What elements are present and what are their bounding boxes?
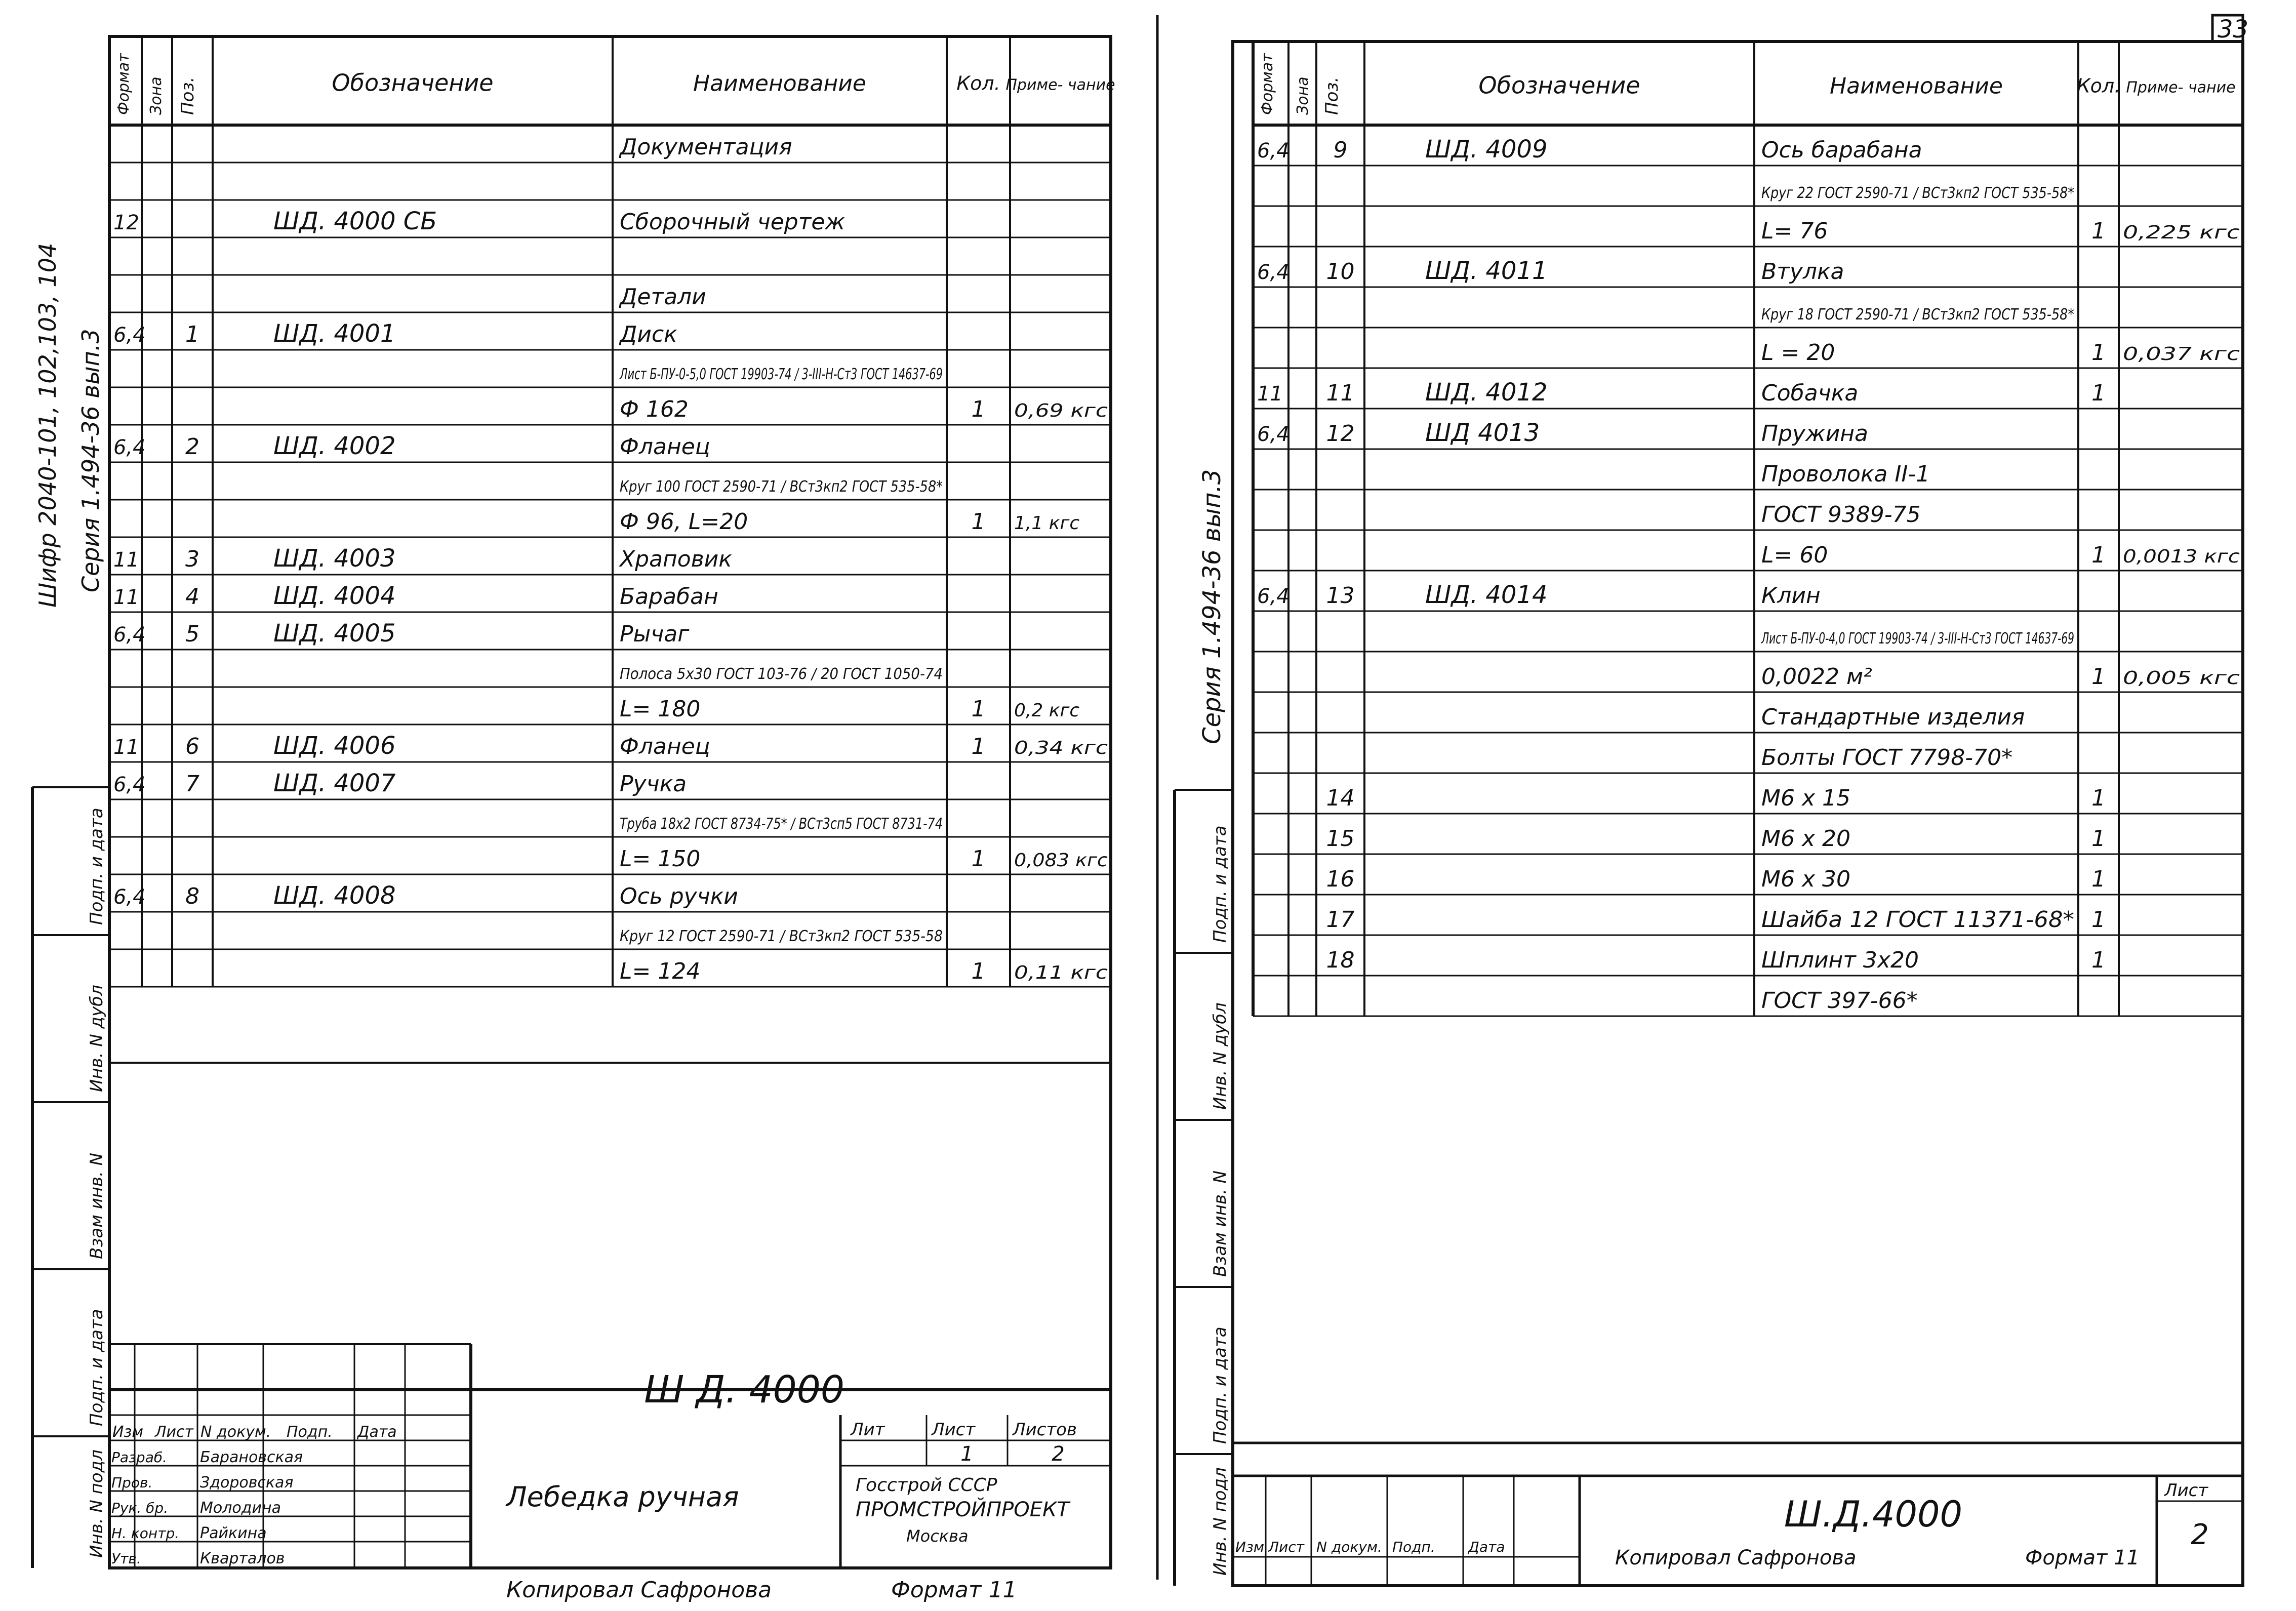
left-row-designation: ШД. 4005 (273, 619, 396, 648)
right-margin-label: Взам инв. N (1210, 1170, 1230, 1277)
right-row-name: Проволока II-1 (1761, 461, 1930, 487)
right-row-note: 0,225 кгс (2123, 222, 2240, 243)
left-row-note: 0,083 кгс (1014, 850, 1108, 871)
left-row-name: Ручка (620, 771, 687, 797)
left-stamp-col-head: Подп. (287, 1423, 333, 1441)
right-row-name: Круг 22 ГОСТ 2590-71 / ВСт3кп2 ГОСТ 535-58* (1761, 184, 2074, 202)
left-stamp-sheet: 1 (960, 1442, 974, 1466)
right-row-name: Стандартные изделия (1761, 704, 2025, 730)
right-row-note: 0,037 кгс (2123, 344, 2240, 365)
left-row-designation: ШД. 4002 (273, 432, 396, 460)
left-row-quantity: 1 (971, 509, 986, 535)
left-stamp-person: Здоровская (200, 1474, 294, 1492)
right-row-name: Шплинт 3x20 (1761, 947, 1919, 973)
left-sheet (32, 15, 1157, 1603)
right-row-designation: ШД. 4014 (1425, 581, 1548, 609)
left-row-name: Ф 96, L=20 (620, 509, 748, 535)
right-row-position: 12 (1326, 421, 1355, 447)
left-stamp-col-head: Изм (112, 1423, 144, 1441)
right-row-position: 18 (1326, 947, 1355, 973)
left-row-name: L= 180 (620, 696, 701, 722)
right-row-position: 14 (1326, 785, 1355, 811)
left-row-name: Труба 18x2 ГОСТ 8734-75* / ВСт3сп5 ГОСТ 8731-74 (620, 815, 943, 833)
right-row-name: М6 x 30 (1761, 866, 1850, 892)
left-row-designation: ШД. 4003 (273, 544, 396, 573)
right-row-name: Втулка (1761, 259, 1844, 285)
left-header-name: Наименование (693, 70, 866, 97)
left-stamp-title: Лебедка ручная (506, 1481, 739, 1513)
right-stamp-designation: Ш.Д.4000 (1784, 1494, 1963, 1535)
right-row-designation: ШД 4013 (1425, 419, 1540, 447)
right-row-position: 16 (1326, 866, 1355, 892)
left-row-format: 6,4 (113, 773, 146, 796)
left-row-name: L= 150 (620, 846, 701, 872)
left-row-name: Ось ручки (620, 883, 738, 909)
left-row-position: 7 (185, 771, 199, 797)
left-row-name: Диск (620, 321, 677, 347)
right-row-quantity: 1 (2091, 866, 2106, 892)
left-cipher-note: Шифр 2040-101, 102,103, 104 (34, 243, 61, 608)
right-row-name: ГОСТ 397-66* (1761, 988, 1918, 1014)
right-format: Формат 11 (2025, 1546, 2140, 1569)
right-row-name: Пружина (1761, 421, 1869, 447)
right-row-format: 6,4 (1257, 423, 1290, 446)
right-row-name: 0,0022 м² (1761, 664, 1872, 690)
right-row-quantity: 1 (2091, 826, 2106, 852)
left-row-quantity: 1 (971, 958, 986, 984)
left-row-format: 11 (113, 586, 139, 609)
left-row-note: 0,34 кгс (1014, 738, 1108, 758)
right-stamp-col-head: Лист (1268, 1539, 1304, 1555)
left-format: Формат 11 (891, 1577, 1017, 1603)
right-row-name: L= 76 (1761, 218, 1828, 244)
left-stamp-sheet-label: Лист (932, 1420, 976, 1440)
left-row-position: 3 (185, 546, 199, 572)
left-stamp-org3: Москва (906, 1526, 969, 1546)
right-sheet (1175, 15, 2248, 1586)
sheet-corner-number: 33 (2218, 15, 2249, 44)
left-stamp-person: Райкина (200, 1524, 267, 1542)
left-stamp-sheets: 2 (1052, 1442, 1065, 1466)
left-margin-label: Подп. и дата (87, 1309, 107, 1426)
right-margin-label: Инв. N дубл (1210, 1002, 1230, 1110)
left-stamp-sheets-label: Листов (1013, 1420, 1077, 1440)
right-row-position: 17 (1326, 907, 1355, 933)
left-row-quantity: 1 (971, 696, 986, 722)
left-stamp-designation: Ш Д. 4000 (644, 1368, 844, 1412)
left-row-note: 0,69 кгс (1014, 400, 1108, 421)
left-row-position: 1 (185, 321, 199, 347)
left-row-note: 1,1 кгс (1014, 513, 1080, 534)
right-row-position: 15 (1326, 826, 1355, 852)
left-row-name: Храповик (620, 546, 732, 572)
right-stamp-col-head: Дата (1468, 1539, 1505, 1555)
right-row-designation: ШД. 4009 (1425, 135, 1548, 164)
left-stamp-role: Разраб. (111, 1449, 168, 1466)
left-stamp-person: Барановская (200, 1448, 303, 1466)
left-row-format: 12 (113, 211, 139, 234)
right-stamp-col-head: N докум. (1316, 1539, 1382, 1555)
right-stamp-sheet-label: Лист (2164, 1480, 2208, 1501)
right-header-note: Приме- чание (2126, 78, 2236, 97)
right-row-position: 13 (1326, 583, 1355, 609)
right-row-quantity: 1 (2091, 340, 2106, 366)
left-header-note: Приме- чание (1005, 76, 1115, 94)
left-stamp-role: Н. контр. (111, 1525, 180, 1542)
right-row-name: М6 x 20 (1761, 826, 1850, 852)
right-margin-label: Подп. и дата (1210, 1326, 1230, 1444)
right-row-format: 6,4 (1257, 585, 1290, 608)
left-row-name: Круг 100 ГОСТ 2590-71 / ВСт3кп2 ГОСТ 535-58* (620, 478, 943, 496)
right-header-designation: Обозначение (1478, 71, 1640, 99)
left-row-position: 2 (185, 434, 199, 460)
right-row-quantity: 1 (2091, 542, 2106, 568)
right-series-note: Серия 1.494-36 вып.3 (1198, 469, 1226, 744)
left-stamp-role: Рук. бр. (111, 1500, 169, 1516)
left-stamp-col-head: Лист (155, 1423, 194, 1441)
right-row-name: Шайба 12 ГОСТ 11371-68* (1761, 907, 2074, 933)
right-row-position: 9 (1333, 137, 1348, 163)
left-stamp-col-head: N докум. (200, 1423, 271, 1441)
right-row-quantity: 1 (2091, 785, 2106, 811)
left-spec-table (109, 36, 1115, 987)
right-row-name: Лист Б-ПУ-0-4,0 ГОСТ 19903-74 / 3-III-Н-Ст3 ГОСТ 14637-69 (1761, 630, 2074, 648)
left-row-name: Ф 162 (620, 396, 689, 422)
right-row-note: 0,0013 кгс (2123, 546, 2240, 567)
left-stamp-person: Молодина (200, 1499, 281, 1517)
right-row-name: Круг 18 ГОСТ 2590-71 / ВСт3кп2 ГОСТ 535-58* (1761, 306, 2074, 324)
right-spec-table (1253, 42, 2243, 1016)
left-margin-label: Инв. N дубл (87, 985, 107, 1092)
left-stamp-org1: Госстрой СССР (856, 1475, 997, 1496)
right-copied-by: Копировал Сафронова (1615, 1546, 1857, 1569)
left-row-name: Барабан (620, 584, 718, 610)
left-row-designation: ШД. 4000 СБ (273, 207, 437, 235)
left-margin-label: Инв. N подл (87, 1449, 107, 1558)
left-stamp-role: Утв. (111, 1550, 141, 1567)
right-row-position: 10 (1326, 259, 1355, 285)
left-row-format: 6,4 (113, 436, 146, 459)
right-row-note: 0,005 кгс (2123, 668, 2240, 689)
right-header-zone: Зона (1294, 76, 1312, 115)
left-row-name: Документация (620, 134, 792, 160)
left-row-name: L= 124 (620, 958, 701, 984)
left-row-format: 11 (113, 736, 139, 759)
left-row-name: Рычаг (620, 621, 690, 647)
left-header-format: Формат (115, 53, 133, 115)
left-row-designation: ШД. 4006 (273, 732, 396, 760)
left-stamp-lit-label: Лит (851, 1420, 885, 1440)
left-title-block (109, 1063, 1111, 1568)
left-stamp-col-head: Дата (357, 1423, 397, 1441)
left-row-position: 8 (185, 883, 199, 909)
right-row-format: 11 (1257, 382, 1283, 406)
left-row-name: Детали (620, 284, 706, 310)
right-row-name: ГОСТ 9389-75 (1761, 502, 1921, 528)
left-row-name: Сборочный чертеж (620, 209, 845, 235)
right-row-position: 11 (1326, 380, 1355, 406)
right-row-name: Собачка (1761, 380, 1859, 406)
right-stamp-sheet: 2 (2191, 1518, 2209, 1551)
left-copied-by: Копировал Сафронова (506, 1577, 772, 1603)
left-row-note: 0,2 кгс (1014, 700, 1080, 721)
left-margin-label: Подп. и дата (87, 808, 107, 925)
left-row-designation: ШД. 4001 (273, 319, 396, 348)
right-row-name: М6 x 15 (1761, 785, 1850, 811)
left-row-name: Круг 12 ГОСТ 2590-71 / ВСт3кп2 ГОСТ 535-58 (620, 928, 943, 945)
left-stamp-role: Пров. (111, 1474, 153, 1491)
right-stamp-col-head: Изм (1235, 1539, 1264, 1555)
left-row-name: Фланец (620, 434, 710, 460)
right-margin-label: Инв. N подл (1210, 1467, 1230, 1576)
right-margin-label: Подп. и дата (1210, 825, 1230, 943)
left-row-format: 6,4 (113, 623, 146, 647)
left-row-name: Полоса 5x30 ГОСТ 103-76 / 20 ГОСТ 1050-74 (620, 665, 943, 683)
left-series-note: Серия 1.494-36 вып.3 (77, 329, 104, 592)
left-row-format: 6,4 (113, 885, 146, 909)
left-row-position: 6 (185, 734, 199, 759)
right-header-name: Наименование (1830, 73, 2003, 99)
right-row-name: L= 60 (1761, 542, 1828, 568)
left-header-qty: Кол. (956, 72, 1000, 95)
left-margin-strip (32, 787, 109, 1568)
right-header-qty: Кол. (2076, 74, 2121, 97)
right-row-name: Клин (1761, 583, 1821, 609)
left-row-name: Лист Б-ПУ-0-5,0 ГОСТ 19903-74 / 3-III-Н-Ст3 ГОСТ 14637-69 (619, 366, 943, 383)
left-row-designation: ШД. 4004 (273, 582, 396, 610)
left-row-format: 6,4 (113, 324, 146, 347)
right-row-quantity: 1 (2091, 947, 2106, 973)
left-stamp-org2: ПРОМСТРОЙПРОЕКТ (856, 1498, 1069, 1521)
left-margin-label: Взам инв. N (87, 1152, 107, 1259)
right-margin-strip (1175, 790, 1233, 1586)
left-row-name: Фланец (620, 734, 710, 759)
left-row-format: 11 (113, 548, 139, 572)
right-row-name: Болты ГОСТ 7798-70* (1761, 745, 2013, 771)
right-header-pos: Поз. (1322, 76, 1342, 115)
right-header-format: Формат (1259, 53, 1276, 115)
right-row-quantity: 1 (2091, 218, 2106, 244)
left-row-note: 0,11 кгс (1014, 962, 1108, 983)
right-row-designation: ШД. 4011 (1425, 257, 1548, 285)
right-row-name: Ось барабана (1761, 137, 1922, 163)
right-row-format: 6,4 (1257, 139, 1290, 163)
left-row-position: 4 (185, 584, 199, 610)
right-row-designation: ШД. 4012 (1425, 378, 1548, 407)
right-row-quantity: 1 (2091, 664, 2106, 690)
left-header-pos: Поз. (178, 76, 198, 115)
left-header-zone: Зона (147, 76, 165, 115)
right-row-name: L = 20 (1761, 340, 1835, 366)
left-header-designation: Обозначение (332, 69, 494, 97)
right-row-quantity: 1 (2091, 380, 2106, 406)
right-row-quantity: 1 (2091, 907, 2106, 933)
left-row-quantity: 1 (971, 734, 986, 759)
right-row-format: 6,4 (1257, 261, 1290, 284)
left-row-designation: ШД. 4007 (273, 769, 396, 797)
left-row-quantity: 1 (971, 396, 986, 422)
left-row-designation: ШД. 4008 (273, 881, 396, 910)
left-stamp-person: Кварталов (200, 1550, 285, 1567)
right-stamp-col-head: Подп. (1392, 1539, 1435, 1555)
left-row-position: 5 (185, 621, 199, 647)
left-row-quantity: 1 (971, 846, 986, 872)
